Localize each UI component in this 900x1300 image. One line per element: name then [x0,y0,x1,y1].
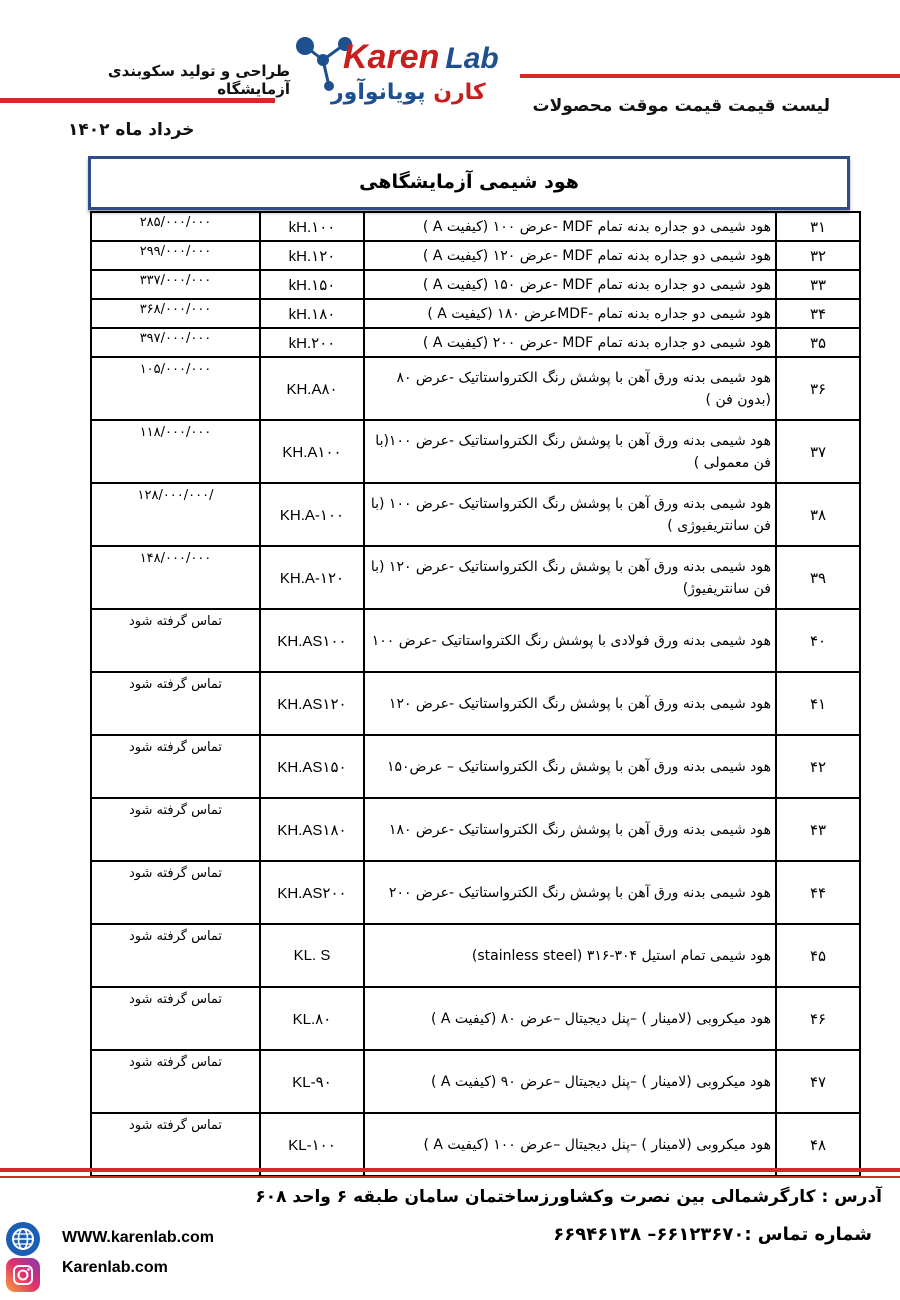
row-number-cell: ۴۰ [776,609,860,672]
header-divider-left [0,98,275,103]
description-cell: هود شیمی بدنه ورق آهن با پوشش رنگ الکترواستاتیک -عرض ۱۲۰ [364,672,776,735]
description-cell: هود شیمی تمام استیل ۳۰۴-۳۱۶ (stainless steel) [364,924,776,987]
row-number-cell: ۴۶ [776,987,860,1050]
description-cell: هود میکروبی (لامینار ) –پنل دیجیتال –عرض ۸۰ (کیفیت A ) [364,987,776,1050]
price-cell: تماس گرفته شود [91,798,260,861]
table-row [91,357,860,420]
description-cell: هود شیمی دو جداره بدنه تمام MDF -عرض ۲۰۰ (کیفیت A ) [364,328,776,357]
table-row [91,609,860,672]
company-logo [283,30,528,112]
document-date: خرداد ماه ۱۴۰۲ [68,120,195,140]
table-row [91,299,860,328]
table-row [91,798,860,861]
price-cell: ۱۱۸/۰۰۰/۰۰۰ [91,420,260,483]
code-cell: KH.AS۱۸۰ [260,798,364,861]
table-row [91,212,860,241]
code-cell: kH.۱۸۰ [260,299,364,328]
description-cell: هود میکروبی (لامینار ) –پنل دیجیتال –عرض ۹۰ (کیفیت A ) [364,1050,776,1113]
section-banner [88,156,850,210]
code-cell: KL. S [260,924,364,987]
footer-address: آدرس : کارگرشمالی بین نصرت وکشاورزساختمان سامان طبقه ۶ واحد ۶۰۸ [255,1187,882,1207]
price-cell: ۳۹۷/۰۰۰/۰۰۰ [91,328,260,357]
row-number-cell: ۳۶ [776,357,860,420]
footer-phone: شماره تماس :۶۶۱۲۳۶۷۰– ۶۶۹۴۶۱۳۸ [553,1224,872,1245]
code-cell: KL.۸۰ [260,987,364,1050]
description-cell: هود شیمی بدنه ورق آهن با پوشش رنگ الکترواستاتیک -عرض ۱۲۰ (با فن سانتریفیوژ) [364,546,776,609]
description-cell: هود شیمی بدنه ورق آهن با پوشش رنگ الکترواستاتیک -عرض ۱۰۰(با فن معمولی ) [364,420,776,483]
code-cell: KL-۹۰ [260,1050,364,1113]
price-cell: ۲۸۵/۰۰۰/۰۰۰ [91,212,260,241]
table-row [91,420,860,483]
website-link[interactable]: WWW.karenlab.com [62,1229,215,1246]
table-row [91,924,860,987]
price-cell: ۱۰۵/۰۰۰/۰۰۰ [91,357,260,420]
price-cell: ۱۴۸/۰۰۰/۰۰۰ [91,546,260,609]
price-cell: تماس گرفته شود [91,924,260,987]
row-number-cell: ۳۳ [776,270,860,299]
table-row [91,546,860,609]
instagram-link[interactable]: Karenlab.com [62,1259,168,1276]
row-number-cell: ۴۱ [776,672,860,735]
code-cell: KH.A۸۰ [260,357,364,420]
code-cell: kH.۱۰۰ [260,212,364,241]
description-cell: هود شیمی بدنه ورق آهن با پوشش رنگ الکترواستاتیک -عرض ۱۸۰ [364,798,776,861]
price-cell: ۳۶۸/۰۰۰/۰۰۰ [91,299,260,328]
description-cell: هود شیمی دو جداره بدنه تمام MDF -عرض ۱۰۰ (کیفیت A ) [364,212,776,241]
row-number-cell: ۳۷ [776,420,860,483]
price-cell: تماس گرفته شود [91,1113,260,1176]
price-cell: تماس گرفته شود [91,672,260,735]
code-cell: KH.A-۱۰۰ [260,483,364,546]
description-cell: هود شیمی دو جداره بدنه تمام MDF -عرض ۱۵۰ (کیفیت A ) [364,270,776,299]
table-row [91,861,860,924]
description-cell: هود میکروبی (لامینار ) –پنل دیجیتال –عرض ۱۰۰ (کیفیت A ) [364,1113,776,1176]
row-number-cell: ۳۹ [776,546,860,609]
price-cell: ۲۹۹/۰۰۰/۰۰۰ [91,241,260,270]
row-number-cell: ۴۵ [776,924,860,987]
table-row [91,241,860,270]
table-row [91,735,860,798]
row-number-cell: ۳۲ [776,241,860,270]
row-number-cell: ۴۸ [776,1113,860,1176]
code-cell: KH.AS۲۰۰ [260,861,364,924]
code-cell: KH.AS۱۲۰ [260,672,364,735]
table-row [91,1113,860,1176]
price-cell: تماس گرفته شود [91,735,260,798]
table-row [91,672,860,735]
table-row [91,328,860,357]
table-row [91,987,860,1050]
description-cell: هود شیمی دو جداره بدنه تمام -MDFعرض ۱۸۰ (کیفیت A ) [364,299,776,328]
code-cell: kH.۲۰۰ [260,328,364,357]
globe-icon [6,1222,40,1256]
description-cell: هود شیمی بدنه ورق آهن با پوشش رنگ الکترواستاتیک -عرض ۸۰ (بدون فن ) [364,357,776,420]
code-cell: kH.۱۲۰ [260,241,364,270]
price-cell: ۳۳۷/۰۰۰/۰۰۰ [91,270,260,299]
logo-persian: کارن پویانوآور [331,80,486,105]
instagram-icon [6,1258,40,1292]
price-cell: تماس گرفته شود [91,1050,260,1113]
table-row [91,270,860,299]
row-number-cell: ۴۲ [776,735,860,798]
description-cell: هود شیمی بدنه ورق آهن با پوشش رنگ الکترواستاتیک – عرض۱۵۰ [364,735,776,798]
code-cell: kH.۱۵۰ [260,270,364,299]
price-cell: ۱۲۸/۰۰۰/۰۰۰/ [91,483,260,546]
code-cell: KL-۱۰۰ [260,1113,364,1176]
header-divider-right [520,74,900,78]
code-cell: KH.A۱۰۰ [260,420,364,483]
row-number-cell: ۴۷ [776,1050,860,1113]
tagline: طراحی و تولید سکوبندی آزمایشگاه [107,62,290,98]
document-title: لیست قیمت قیمت موقت محصولات [532,96,830,116]
footer-divider [0,1168,900,1172]
table-row [91,483,860,546]
row-number-cell: ۳۵ [776,328,860,357]
logo-english: Karen Lab [343,38,499,76]
description-cell: هود شیمی بدنه ورق فولادی با پوشش رنگ الکترواستاتیک -عرض ۱۰۰ [364,609,776,672]
description-cell: هود شیمی بدنه ورق آهن با پوشش رنگ الکترواستاتیک -عرض ۲۰۰ [364,861,776,924]
row-number-cell: ۳۱ [776,212,860,241]
price-cell: تماس گرفته شود [91,861,260,924]
row-number-cell: ۴۳ [776,798,860,861]
code-cell: KH.AS۱۰۰ [260,609,364,672]
row-number-cell: ۳۸ [776,483,860,546]
section-title: هود شیمی آزمایشگاهی [359,171,579,193]
table-row [91,1050,860,1113]
footer-divider-thin [0,1176,900,1178]
code-cell: KH.A-۱۲۰ [260,546,364,609]
description-cell: هود شیمی دو جداره بدنه تمام MDF -عرض ۱۲۰ (کیفیت A ) [364,241,776,270]
price-table [90,211,861,1177]
row-number-cell: ۳۴ [776,299,860,328]
price-cell: تماس گرفته شود [91,987,260,1050]
price-cell: تماس گرفته شود [91,609,260,672]
description-cell: هود شیمی بدنه ورق آهن با پوشش رنگ الکترواستاتیک -عرض ۱۰۰ (با فن سانتریفیوژی ) [364,483,776,546]
row-number-cell: ۴۴ [776,861,860,924]
code-cell: KH.AS۱۵۰ [260,735,364,798]
